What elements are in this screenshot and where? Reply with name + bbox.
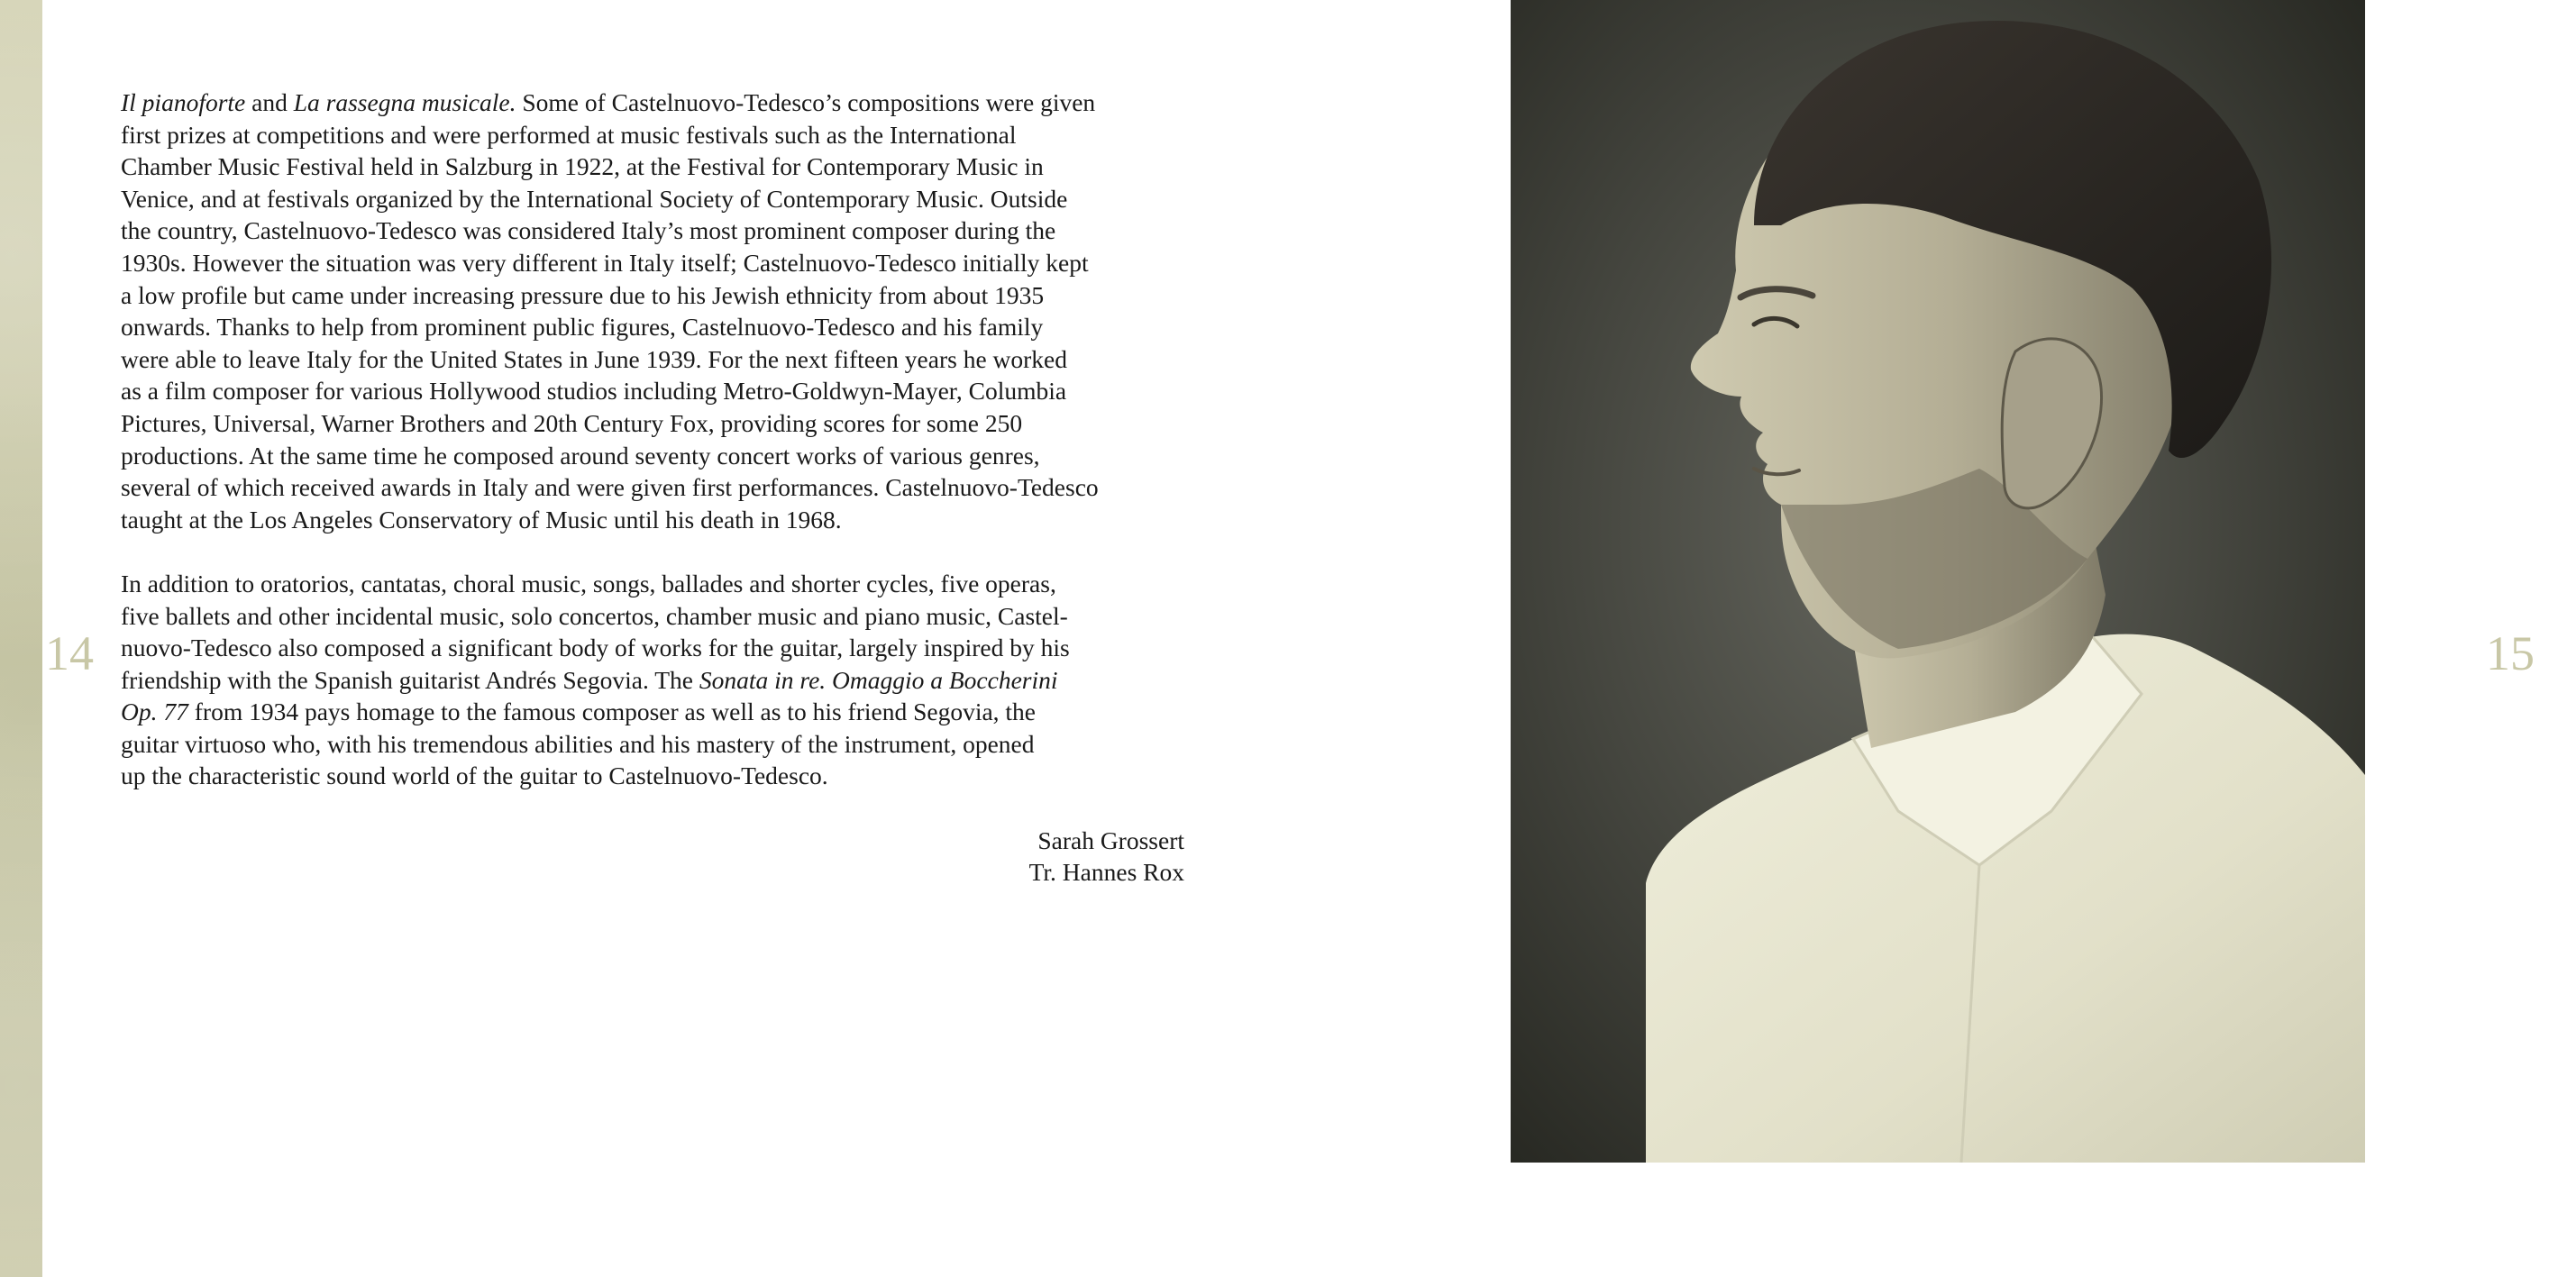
portrait-photo xyxy=(1511,0,2365,1163)
page-number-right: 15 xyxy=(2486,626,2535,680)
profile-portrait-illustration xyxy=(1511,0,2365,1163)
connector-text: and xyxy=(245,88,294,116)
work-title: Sonata in re. Omaggio a Boccherini Op. 77 xyxy=(121,665,1058,726)
signature-block xyxy=(121,825,1184,889)
article-text xyxy=(121,87,1184,889)
periodical-title-1: Il pianoforte xyxy=(121,88,246,116)
author-name: Sarah Grossert xyxy=(1037,825,1184,854)
translator-name: Tr. Hannes Rox xyxy=(1028,858,1184,887)
paragraph-1 xyxy=(121,87,1184,535)
page-number-left: 14 xyxy=(45,626,94,680)
paragraph-1-body: Some of Castelnuovo-Tedesco’s compositions were given first prizes at competitions and were performed at music festivals such as the International Chamber Music Festival held in Salzburg in 1922, at the Festival for Contemporary Music in Venice, and at festivals organized by the International Society of Contemporary Music. Outside the country, Castelnuovo-Tedesco was considered Italy’s most prominent composer during the 1930s. However the situation was very different in Italy itself; Castelnuovo-Tedesco initially kept a low profile but came under increasing pressure due to his Jewish ethnicity from about 1935 onwards. Thanks to help from prominent public figures, Castelnuovo-Tedesco and his family were able to leave Italy for the United States in June 1939. For the next fifteen years he worked as a film composer for various Hollywood studios including Metro-Goldwyn-Mayer, Columbia Pictures, Universal, Warner Brothers and 20th Century Fox, providing scores for some 250 productions. At the same time he composed around seventy concert works of various genres, several of which received awards in Italy and were given first performances. Castelnuovo-Tedesco taught at the Los Angeles Conservatory of Music until his death in 1968. xyxy=(121,88,1099,534)
paragraph-2-body-end: from 1934 pays homage to the famous composer as well as to his friend Segovia, the guitar virtuoso who, with his tremendous abilities and his mastery of the instrument, opened up the characteristic sound world of the guitar to Castelnuovo-Tedesco. xyxy=(121,698,1037,790)
paragraph-2-body-start: In addition to oratorios, cantatas, choral music, songs, ballades and shorter cycles, five operas, five ballets and other incidental music, solo concertos, chamber music and piano music, Castel- nuovo-Tedesco also composed a significant body of works for the guitar, largely inspired by his friendship with the Spanish guitarist Andrés Segovia. The xyxy=(121,569,1070,694)
decorative-paper-strip xyxy=(0,0,42,1277)
paragraph-2 xyxy=(121,568,1184,792)
periodical-title-2: La rassegna musicale. xyxy=(293,88,516,116)
